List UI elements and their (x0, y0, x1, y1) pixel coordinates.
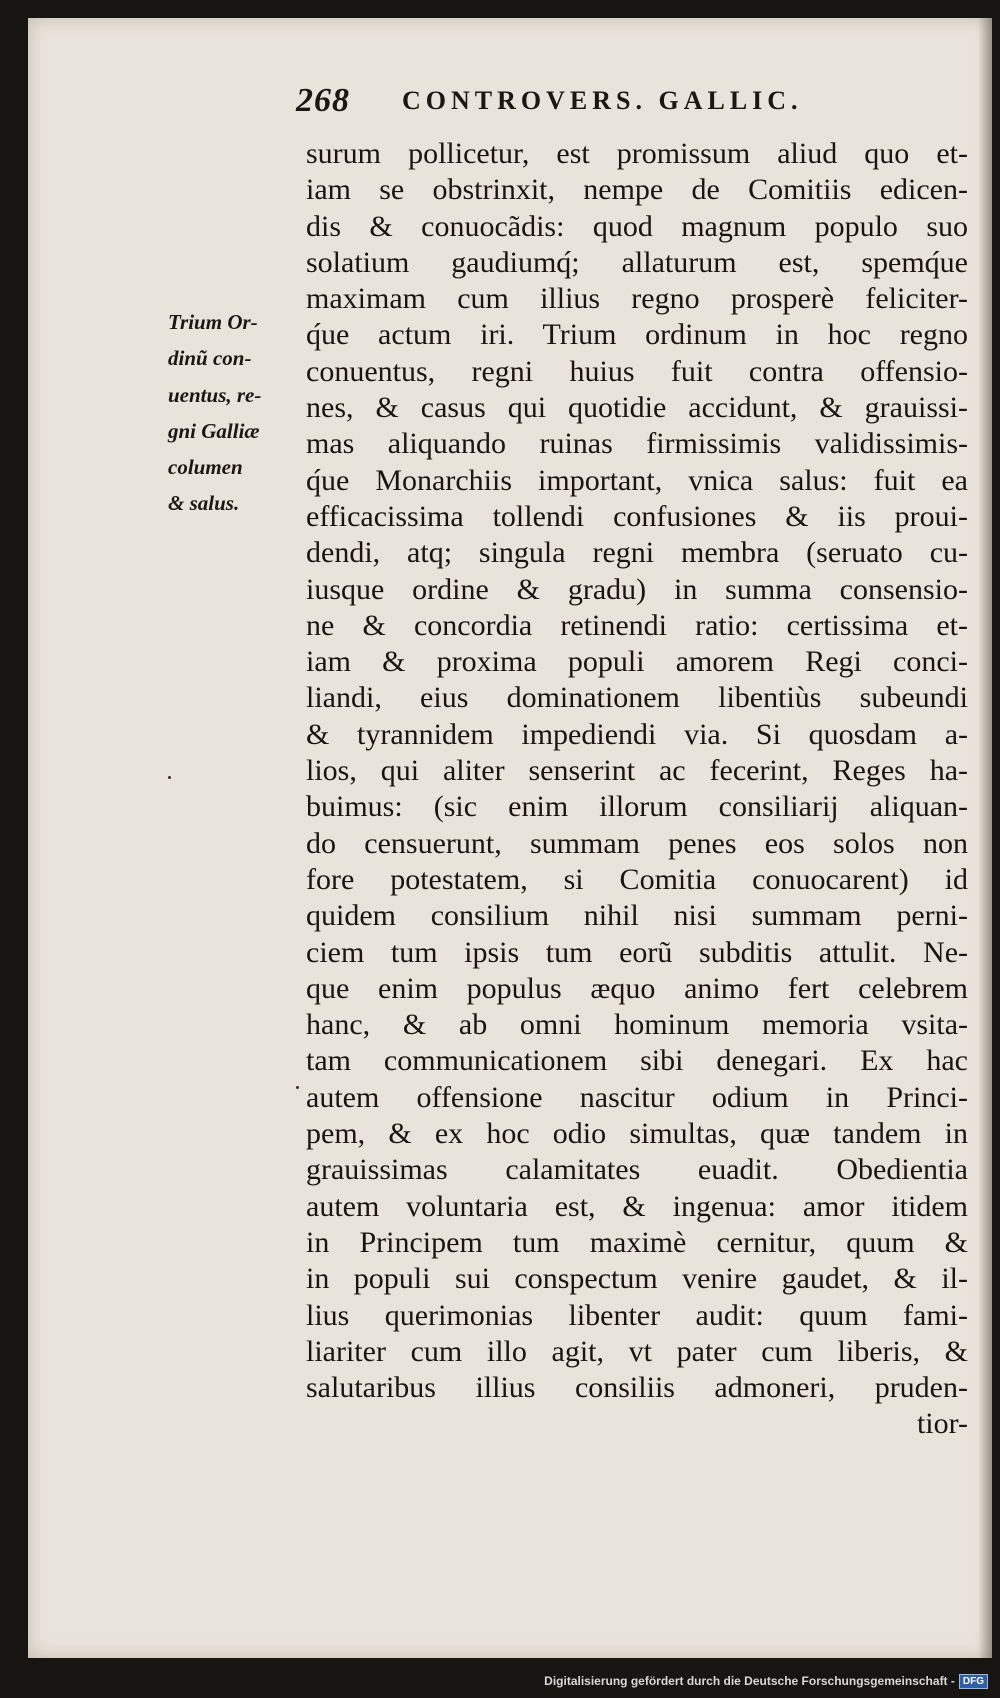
text-line: & tyrannidem impediendi via. Si quosdam a- (306, 717, 968, 751)
book-page (28, 18, 992, 1658)
text-line: hanc, & ab omni hominum memoria vsita- (306, 1008, 968, 1042)
marginal-note-line: dinũ con- (168, 346, 252, 371)
marginal-note-line: Trium Or- (168, 310, 258, 334)
text-line: q́ue Monarchiis important, vnica salus: fuit ea (306, 463, 968, 497)
marginal-note-line: columen (168, 455, 243, 480)
text-line: dis & conuocãdis: quod magnum populo suo (306, 209, 968, 243)
paper-speck (168, 776, 171, 779)
text-line: solatium gaudiumq́; allaturum est, spemq́ue (306, 245, 968, 279)
page-gutter-shadow (978, 18, 992, 1658)
text-line: pem, & ex hoc odio simultas, quæ tandem in (306, 1117, 968, 1151)
text-line: autem offensione nascitur odium in Princi- (306, 1080, 968, 1114)
marginal-note-line: & salus. (168, 491, 240, 516)
text-line: que enim populus æquo animo fert celebrem (306, 971, 968, 1005)
text-line: in Principem tum maximè cernitur, quum & (306, 1225, 968, 1259)
text-line: salutaribus illius consiliis admoneri, pruden- (306, 1371, 968, 1405)
text-line: do censuerunt, summam penes eos solos non (306, 826, 968, 860)
text-line: surum pollicetur, est promissum aliud quo et- (306, 137, 968, 170)
text-line: mas aliquando ruinas firmissimis validissimis- (306, 427, 968, 461)
text-line: grauissimas calamitates euadit. Obedientia (306, 1153, 968, 1187)
text-line: liariter cum illo agit, vt pater cum liberis, & (306, 1334, 968, 1368)
text-line: tam communicationem sibi denegari. Ex hac (306, 1044, 968, 1078)
text-line: fore potestatem, si Comitia conuocarent) id (306, 862, 968, 896)
text-line: lius querimonias libenter audit: quum fami- (306, 1298, 968, 1332)
marginal-note (168, 304, 308, 522)
text-line: conuentus, regni huius fuit contra offensio- (306, 354, 968, 388)
text-line: in populi sui conspectum venire gaudet, & il- (306, 1262, 968, 1296)
text-line: ne & concordia retinendi ratio: certissima et- (306, 608, 968, 642)
digitization-credit (544, 1670, 988, 1692)
text-line: quidem consilium nihil nisi summam perni- (306, 899, 968, 933)
text-line: iam se obstrinxit, nempe de Comitiis edicen- (306, 173, 968, 207)
credit-text: Digitalisierung gefördert durch die Deutsche Forschungsgemeinschaft - (544, 1674, 955, 1688)
text-line: autem voluntaria est, & ingenua: amor itidem (306, 1189, 968, 1223)
text-line: nes, & casus qui quotidie accidunt, & grauissi- (306, 391, 968, 425)
text-line: iam & proxima populi amorem Regi conci- (306, 645, 968, 679)
text-line: buimus: (sic enim illorum consiliarij aliquan- (306, 790, 968, 824)
catchword: tior- (916, 1407, 968, 1441)
text-line: iusque ordine & gradu) in summa consensio- (306, 572, 968, 606)
page-number: 268 (296, 82, 350, 119)
marginal-note-line: uentus, re- (168, 382, 262, 407)
dfg-logo: DFG (959, 1674, 988, 1689)
text-line: q́ue actum iri. Trium ordinum in hoc regno (306, 318, 968, 352)
paper-speck (296, 1086, 299, 1089)
text-line: liandi, eius dominationem libentiùs subeundi (306, 681, 968, 715)
running-title: CONTROVERS. GALLIC. (402, 86, 803, 115)
text-line: dendi, atq; singula regni membra (seruato cu- (306, 536, 968, 570)
body-text (306, 136, 968, 1443)
text-line: lios, qui aliter senserint ac fecerint, Reges ha- (306, 754, 968, 788)
text-line: efficacissima tollendi confusiones & iis proui- (306, 499, 968, 533)
text-line: ciem tum ipsis tum eorũ subditis attulit. Ne- (306, 935, 968, 969)
text-line: maximam cum illius regno prosperè feliciter- (306, 282, 968, 316)
marginal-note-line: gni Galliæ (168, 418, 260, 443)
running-head (296, 82, 896, 126)
